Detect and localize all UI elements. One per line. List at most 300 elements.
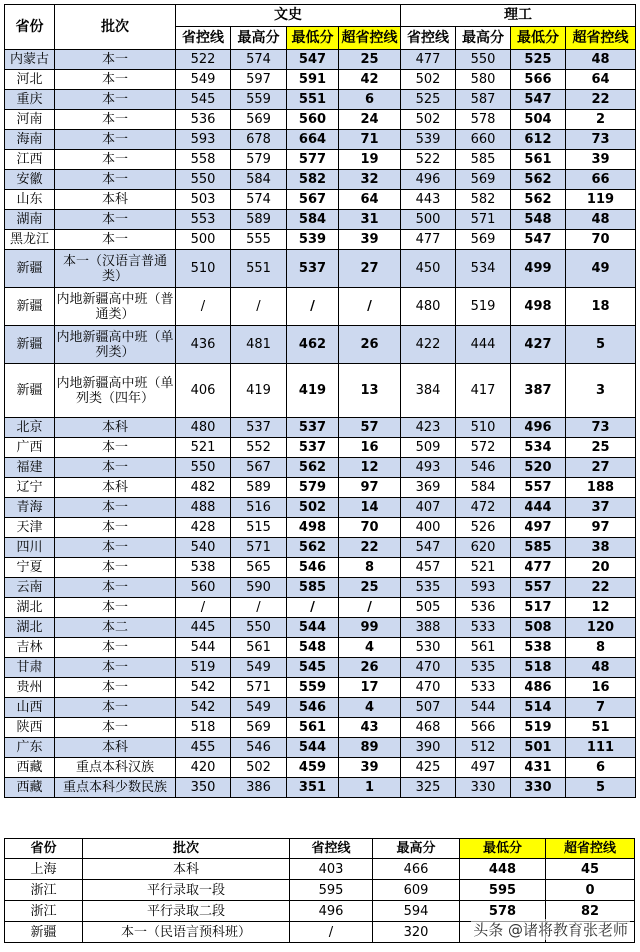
cell-l-control: 500 (401, 210, 456, 230)
cell-l-over: 73 (566, 130, 636, 150)
cell-l-max: 533 (456, 618, 511, 638)
cell-l-control: 547 (401, 538, 456, 558)
cell-w-min: 459 (287, 758, 339, 778)
cell-w-over: 27 (339, 250, 401, 288)
t2-cell-min: 578 (460, 901, 546, 922)
cell-w-max: 567 (231, 458, 287, 478)
cell-province: 甘肃 (5, 658, 55, 678)
cell-w-min: 591 (287, 70, 339, 90)
cell-province: 河南 (5, 110, 55, 130)
cell-w-min: 498 (287, 518, 339, 538)
cell-l-over: 48 (566, 210, 636, 230)
table-row (5, 738, 636, 758)
table-row (5, 90, 636, 110)
cell-l-max: 444 (456, 326, 511, 364)
table-row (5, 190, 636, 210)
cell-w-min: / (287, 288, 339, 326)
cell-l-max: 593 (456, 578, 511, 598)
table-row (5, 326, 636, 364)
cell-province: 新疆 (5, 288, 55, 326)
cell-w-max: 550 (231, 618, 287, 638)
table-row (5, 418, 636, 438)
cell-w-min: 561 (287, 718, 339, 738)
header-w-control: 省控线 (176, 27, 231, 50)
cell-l-control: 496 (401, 170, 456, 190)
cell-l-max: 660 (456, 130, 511, 150)
table-row (5, 578, 636, 598)
cell-w-control: 519 (176, 658, 231, 678)
cell-batch: 本一（汉语言普通类） (55, 250, 176, 288)
cell-w-over: 31 (339, 210, 401, 230)
table-row (5, 758, 636, 778)
t2-cell-province: 新疆 (5, 922, 83, 943)
cell-batch: 本一 (55, 638, 176, 658)
cell-l-control: 525 (401, 90, 456, 110)
cell-province: 吉林 (5, 638, 55, 658)
cell-l-min: 501 (511, 738, 566, 758)
cell-l-min: 486 (511, 678, 566, 698)
cell-l-max: 519 (456, 288, 511, 326)
cell-l-min: 514 (511, 698, 566, 718)
cell-province: 陕西 (5, 718, 55, 738)
cell-w-over: 71 (339, 130, 401, 150)
cell-province: 新疆 (5, 250, 55, 288)
cell-l-control: 325 (401, 778, 456, 798)
header-w-max: 最高分 (231, 27, 287, 50)
cell-l-min: 534 (511, 438, 566, 458)
cell-w-max: 537 (231, 418, 287, 438)
cell-w-min: 537 (287, 418, 339, 438)
cell-w-control: 549 (176, 70, 231, 90)
cell-l-control: 535 (401, 578, 456, 598)
cell-batch: 内地新疆高中班（单列类（四年） (55, 364, 176, 418)
cell-l-control: 502 (401, 70, 456, 90)
cell-batch: 本一 (55, 458, 176, 478)
cell-w-over: 97 (339, 478, 401, 498)
cell-l-over: 188 (566, 478, 636, 498)
table-row (5, 618, 636, 638)
cell-l-control: 400 (401, 518, 456, 538)
cell-l-control: 477 (401, 50, 456, 70)
cell-l-min: 562 (511, 170, 566, 190)
cell-batch: 本二 (55, 618, 176, 638)
cell-batch: 本一 (55, 50, 176, 70)
cell-w-over: 26 (339, 326, 401, 364)
cell-w-min: 548 (287, 638, 339, 658)
cell-l-max: 587 (456, 90, 511, 110)
cell-w-over: 22 (339, 538, 401, 558)
cell-w-max: 571 (231, 538, 287, 558)
cell-l-over: 20 (566, 558, 636, 578)
cell-l-over: 22 (566, 90, 636, 110)
cell-l-control: 502 (401, 110, 456, 130)
cell-l-min: 525 (511, 50, 566, 70)
cell-w-max: 515 (231, 518, 287, 538)
cell-l-over: 8 (566, 638, 636, 658)
t2-cell-control: 403 (290, 859, 373, 880)
t2-header-min: 最低分 (460, 839, 546, 859)
cell-l-max: 584 (456, 478, 511, 498)
cell-w-over: 6 (339, 90, 401, 110)
table-row (5, 498, 636, 518)
cell-l-max: 526 (456, 518, 511, 538)
cell-l-min: 477 (511, 558, 566, 578)
cell-w-max: 552 (231, 438, 287, 458)
cell-w-min: 537 (287, 250, 339, 288)
cell-w-max: / (231, 598, 287, 618)
cell-w-min: 546 (287, 558, 339, 578)
cell-w-max: 386 (231, 778, 287, 798)
table-row (5, 130, 636, 150)
cell-w-min: 539 (287, 230, 339, 250)
cell-w-over: 32 (339, 170, 401, 190)
cell-w-control: 544 (176, 638, 231, 658)
cell-w-over: 89 (339, 738, 401, 758)
cell-w-over: 43 (339, 718, 401, 738)
cell-w-min: 585 (287, 578, 339, 598)
cell-batch: 本一 (55, 538, 176, 558)
t2-cell-batch: 平行录取二段 (83, 901, 290, 922)
cell-w-min: / (287, 598, 339, 618)
cell-l-over: 38 (566, 538, 636, 558)
cell-province: 四川 (5, 538, 55, 558)
cell-w-min: 582 (287, 170, 339, 190)
t2-cell-province: 浙江 (5, 880, 83, 901)
cell-province: 北京 (5, 418, 55, 438)
cell-w-max: 549 (231, 658, 287, 678)
cell-l-max: 620 (456, 538, 511, 558)
cell-w-control: 480 (176, 418, 231, 438)
cell-w-min: 551 (287, 90, 339, 110)
cell-w-control: 542 (176, 678, 231, 698)
cell-l-max: 580 (456, 70, 511, 90)
t2-cell-control: 595 (290, 880, 373, 901)
cell-w-control: 428 (176, 518, 231, 538)
cell-batch: 本一 (55, 438, 176, 458)
cell-l-over: 64 (566, 70, 636, 90)
cell-l-min: 508 (511, 618, 566, 638)
cell-w-control: / (176, 598, 231, 618)
cell-w-control: / (176, 288, 231, 326)
cell-w-over: / (339, 598, 401, 618)
table-row (5, 150, 636, 170)
cell-batch: 本一 (55, 230, 176, 250)
cell-l-over: 22 (566, 578, 636, 598)
cell-batch: 本一 (55, 658, 176, 678)
cell-l-min: 518 (511, 658, 566, 678)
t2-cell-control: / (290, 922, 373, 943)
cell-l-max: 578 (456, 110, 511, 130)
t2-cell-over: 45 (546, 859, 635, 880)
cell-w-control: 518 (176, 718, 231, 738)
cell-w-min: 544 (287, 618, 339, 638)
cell-w-min: 567 (287, 190, 339, 210)
cell-l-min: 444 (511, 498, 566, 518)
cell-l-control: 509 (401, 438, 456, 458)
t2-header-control: 省控线 (290, 839, 373, 859)
t2-cell-control: 496 (290, 901, 373, 922)
cell-w-control: 522 (176, 50, 231, 70)
cell-l-min: 498 (511, 288, 566, 326)
cell-batch: 重点本科少数民族 (55, 778, 176, 798)
cell-batch: 本一 (55, 110, 176, 130)
cell-w-control: 510 (176, 250, 231, 288)
cell-l-max: 544 (456, 698, 511, 718)
cell-w-control: 420 (176, 758, 231, 778)
cell-province: 西藏 (5, 778, 55, 798)
cell-w-over: 70 (339, 518, 401, 538)
cell-l-max: 534 (456, 250, 511, 288)
cell-l-over: 97 (566, 518, 636, 538)
cell-batch: 本科 (55, 478, 176, 498)
cell-l-min: 517 (511, 598, 566, 618)
cell-l-max: 585 (456, 150, 511, 170)
cell-l-over: 48 (566, 50, 636, 70)
cell-w-control: 550 (176, 458, 231, 478)
cell-l-over: 66 (566, 170, 636, 190)
cell-w-min: 546 (287, 698, 339, 718)
header-l-control: 省控线 (401, 27, 456, 50)
cell-w-over: 4 (339, 638, 401, 658)
cell-l-min: 330 (511, 778, 566, 798)
table-row (5, 558, 636, 578)
cell-w-control: 503 (176, 190, 231, 210)
cell-l-max: 417 (456, 364, 511, 418)
cell-province: 宁夏 (5, 558, 55, 578)
cell-batch: 本一 (55, 518, 176, 538)
cell-l-over: 18 (566, 288, 636, 326)
cell-batch: 本一 (55, 718, 176, 738)
cell-l-max: 533 (456, 678, 511, 698)
cell-w-max: 481 (231, 326, 287, 364)
cell-l-over: 37 (566, 498, 636, 518)
cell-l-min: 496 (511, 418, 566, 438)
table-row (5, 50, 636, 70)
cell-l-over: 27 (566, 458, 636, 478)
cell-l-min: 504 (511, 110, 566, 130)
table-row (5, 658, 636, 678)
cell-province: 湖北 (5, 598, 55, 618)
cell-l-over: 51 (566, 718, 636, 738)
cell-w-over: 64 (339, 190, 401, 210)
cell-l-control: 384 (401, 364, 456, 418)
header-l-max: 最高分 (456, 27, 511, 50)
cell-province: 江西 (5, 150, 55, 170)
header-w-over: 超省控线 (339, 27, 401, 50)
cell-w-over: 8 (339, 558, 401, 578)
cell-w-max: 589 (231, 478, 287, 498)
cell-l-over: 39 (566, 150, 636, 170)
t2-cell-max: 609 (373, 880, 460, 901)
cell-w-max: 574 (231, 50, 287, 70)
cell-l-max: 546 (456, 458, 511, 478)
cell-w-over: 12 (339, 458, 401, 478)
cell-w-over: 57 (339, 418, 401, 438)
cell-w-max: 571 (231, 678, 287, 698)
t2-header-max: 最高分 (373, 839, 460, 859)
cell-l-min: 585 (511, 538, 566, 558)
t2-cell-min: 595 (460, 880, 546, 901)
cell-province: 广西 (5, 438, 55, 458)
cell-l-min: 562 (511, 190, 566, 210)
cell-l-control: 390 (401, 738, 456, 758)
cell-w-control: 482 (176, 478, 231, 498)
t2-cell-over: 0 (546, 880, 635, 901)
cell-w-min: 584 (287, 210, 339, 230)
cell-batch: 内地新疆高中班（普通类） (55, 288, 176, 326)
cell-l-max: 561 (456, 638, 511, 658)
cell-l-control: 457 (401, 558, 456, 578)
cell-l-control: 539 (401, 130, 456, 150)
cell-province: 河北 (5, 70, 55, 90)
cell-w-max: 565 (231, 558, 287, 578)
table-row (5, 598, 636, 618)
header-wenshi: 文史 (176, 5, 401, 27)
cell-w-over: 14 (339, 498, 401, 518)
cell-batch: 内地新疆高中班（单列类） (55, 326, 176, 364)
cell-l-control: 425 (401, 758, 456, 778)
cell-w-max: 574 (231, 190, 287, 210)
cell-w-min: 664 (287, 130, 339, 150)
cell-l-max: 535 (456, 658, 511, 678)
cell-province: 湖北 (5, 618, 55, 638)
table-row (5, 288, 636, 326)
cell-l-min: 519 (511, 718, 566, 738)
cell-w-control: 550 (176, 170, 231, 190)
cell-l-over: 73 (566, 418, 636, 438)
cell-l-max: 569 (456, 230, 511, 250)
cell-w-over: 26 (339, 658, 401, 678)
cell-batch: 本科 (55, 738, 176, 758)
cell-l-max: 521 (456, 558, 511, 578)
cell-l-control: 530 (401, 638, 456, 658)
cell-l-control: 407 (401, 498, 456, 518)
cell-l-over: 5 (566, 778, 636, 798)
cell-l-max: 582 (456, 190, 511, 210)
table-row (5, 538, 636, 558)
cell-w-max: 551 (231, 250, 287, 288)
cell-w-control: 445 (176, 618, 231, 638)
cell-w-max: 549 (231, 698, 287, 718)
cell-l-control: 470 (401, 678, 456, 698)
cell-l-control: 423 (401, 418, 456, 438)
cell-l-max: 571 (456, 210, 511, 230)
table-row (5, 518, 636, 538)
cell-w-over: 25 (339, 578, 401, 598)
cell-l-control: 388 (401, 618, 456, 638)
cell-batch: 本一 (55, 210, 176, 230)
cell-w-over: 24 (339, 110, 401, 130)
cell-l-over: 70 (566, 230, 636, 250)
score-table-main (4, 4, 636, 798)
t2-cell-province: 上海 (5, 859, 83, 880)
cell-province: 内蒙古 (5, 50, 55, 70)
cell-l-over: 2 (566, 110, 636, 130)
cell-batch: 本一 (55, 598, 176, 618)
cell-w-min: 560 (287, 110, 339, 130)
table-row (5, 478, 636, 498)
cell-w-min: 562 (287, 538, 339, 558)
cell-batch: 本一 (55, 698, 176, 718)
t2-cell-batch: 本一（民语言预科班） (83, 922, 290, 943)
cell-batch: 本一 (55, 130, 176, 150)
watermark: 头条 @诸将教育张老师 (473, 921, 628, 939)
header-province: 省份 (5, 5, 55, 50)
cell-province: 新疆 (5, 364, 55, 418)
cell-l-over: 3 (566, 364, 636, 418)
cell-w-max: / (231, 288, 287, 326)
table-row (5, 778, 636, 798)
cell-l-max: 330 (456, 778, 511, 798)
cell-w-control: 593 (176, 130, 231, 150)
cell-l-max: 572 (456, 438, 511, 458)
cell-w-max: 561 (231, 638, 287, 658)
cell-l-min: 538 (511, 638, 566, 658)
cell-w-over: 17 (339, 678, 401, 698)
cell-l-min: 557 (511, 578, 566, 598)
table-row (5, 859, 635, 880)
cell-batch: 本科 (55, 418, 176, 438)
t2-header-batch: 批次 (83, 839, 290, 859)
cell-l-over: 16 (566, 678, 636, 698)
cell-w-max: 678 (231, 130, 287, 150)
cell-w-over: 16 (339, 438, 401, 458)
header-l-over: 超省控线 (566, 27, 636, 50)
cell-w-max: 555 (231, 230, 287, 250)
cell-l-max: 536 (456, 598, 511, 618)
cell-w-max: 419 (231, 364, 287, 418)
cell-l-control: 369 (401, 478, 456, 498)
cell-province: 辽宁 (5, 478, 55, 498)
cell-w-min: 577 (287, 150, 339, 170)
cell-l-over: 12 (566, 598, 636, 618)
t2-cell-batch: 本科 (83, 859, 290, 880)
cell-w-min: 545 (287, 658, 339, 678)
cell-l-min: 387 (511, 364, 566, 418)
cell-l-min: 497 (511, 518, 566, 538)
cell-batch: 本一 (55, 70, 176, 90)
cell-w-min: 544 (287, 738, 339, 758)
cell-l-max: 472 (456, 498, 511, 518)
cell-l-max: 550 (456, 50, 511, 70)
cell-w-control: 350 (176, 778, 231, 798)
cell-l-max: 566 (456, 718, 511, 738)
cell-l-min: 547 (511, 230, 566, 250)
cell-l-control: 522 (401, 150, 456, 170)
cell-w-control: 560 (176, 578, 231, 598)
cell-w-over: 42 (339, 70, 401, 90)
cell-w-control: 558 (176, 150, 231, 170)
cell-province: 贵州 (5, 678, 55, 698)
cell-l-control: 477 (401, 230, 456, 250)
table-row (5, 458, 636, 478)
cell-w-min: 502 (287, 498, 339, 518)
cell-province: 云南 (5, 578, 55, 598)
cell-w-max: 569 (231, 110, 287, 130)
cell-w-control: 521 (176, 438, 231, 458)
table-row (5, 110, 636, 130)
t2-header-province: 省份 (5, 839, 83, 859)
header-batch: 批次 (55, 5, 176, 50)
cell-w-control: 538 (176, 558, 231, 578)
cell-w-control: 455 (176, 738, 231, 758)
table-row (5, 230, 636, 250)
cell-w-min: 562 (287, 458, 339, 478)
cell-w-min: 462 (287, 326, 339, 364)
cell-l-over: 25 (566, 438, 636, 458)
cell-batch: 本一 (55, 170, 176, 190)
cell-w-max: 597 (231, 70, 287, 90)
